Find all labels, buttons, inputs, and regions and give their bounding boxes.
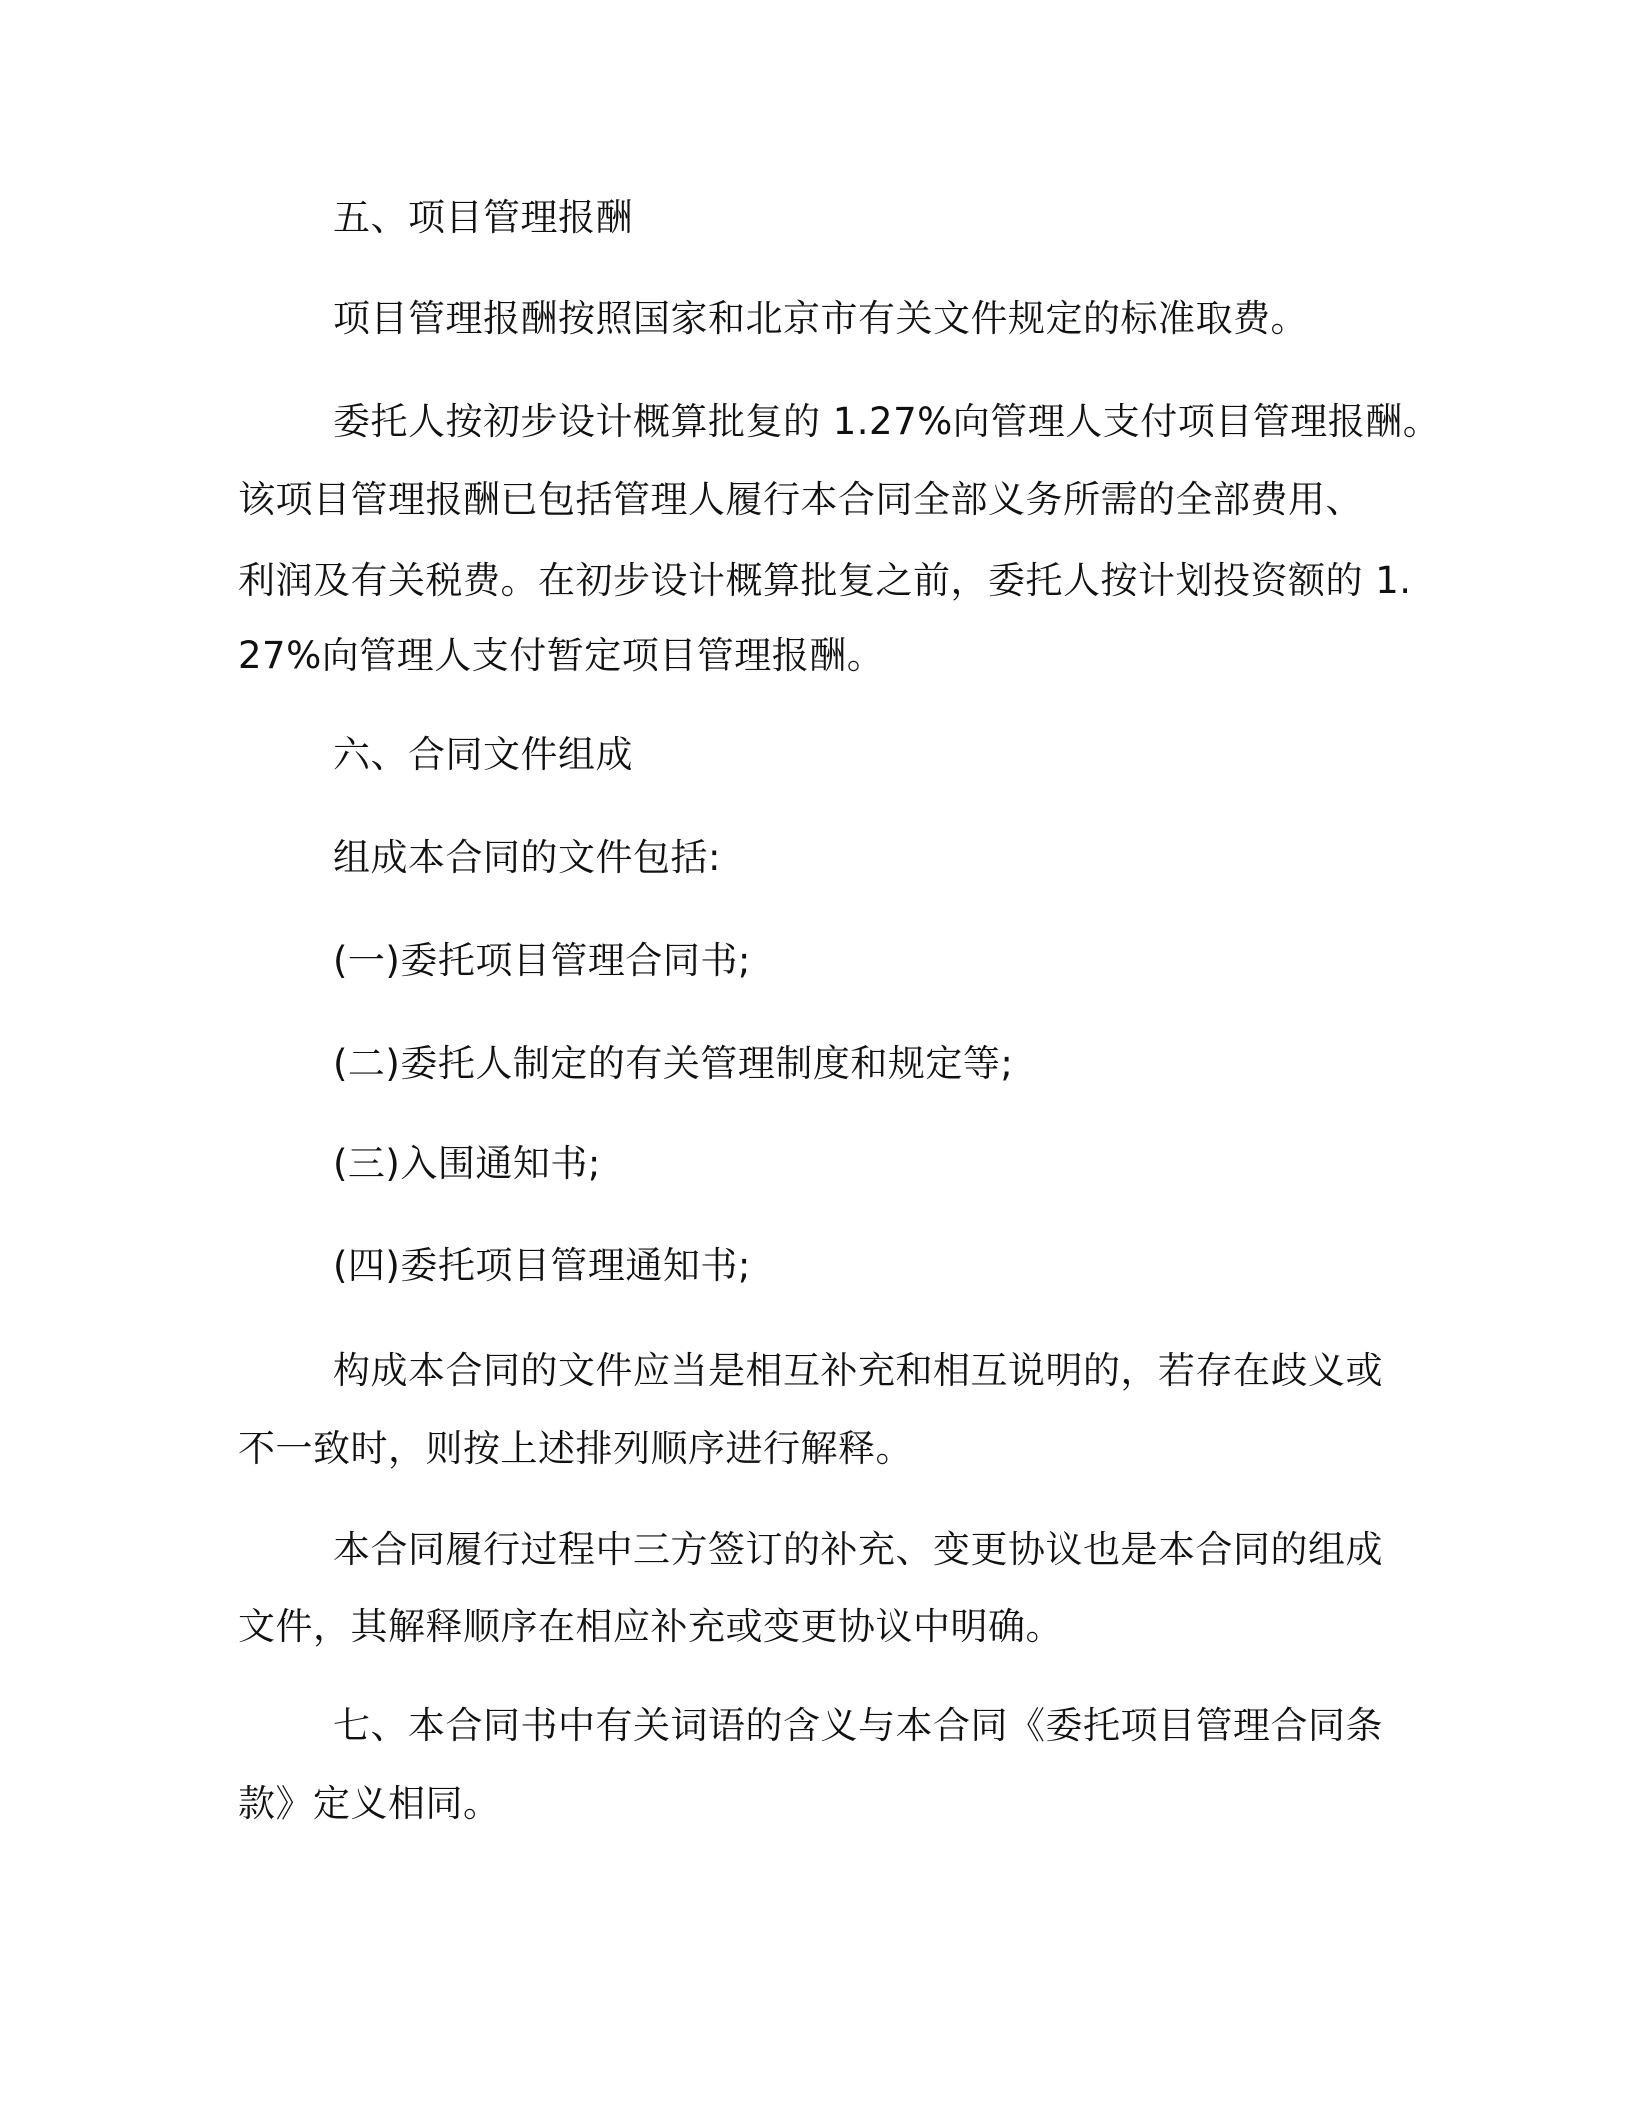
list-item: (四)委托项目管理通知书; bbox=[333, 1244, 751, 1287]
section-6-supplement-paragraph-line-2: 文件，其解释顺序在相应补充或变更协议中明确。 bbox=[238, 1605, 1063, 1648]
section-5-paragraph-2-line-3: 利润及有关税费。在初步设计概算批复之前，委托人按计划投资额的 1. bbox=[238, 559, 1412, 602]
section-5-heading: 五、项目管理报酬 bbox=[333, 196, 633, 239]
section-5-paragraph-2-line-2: 该项目管理报酬已包括管理人履行本合同全部义务所需的全部费用、 bbox=[238, 478, 1363, 521]
section-6-order-paragraph-line-1: 构成本合同的文件应当是相互补充和相互说明的，若存在歧义或 bbox=[333, 1349, 1383, 1392]
list-item: (二)委托人制定的有关管理制度和规定等; bbox=[333, 1042, 1014, 1085]
list-item: (一)委托项目管理合同书; bbox=[333, 939, 751, 982]
section-5-paragraph-1: 项目管理报酬按照国家和北京市有关文件规定的标准取费。 bbox=[333, 297, 1308, 340]
list-item: (三)入围通知书; bbox=[333, 1142, 601, 1185]
section-6-supplement-paragraph-line-1: 本合同履行过程中三方签订的补充、变更协议也是本合同的组成 bbox=[333, 1528, 1383, 1571]
section-6-intro: 组成本合同的文件包括: bbox=[333, 836, 721, 879]
section-6-order-paragraph-line-2: 不一致时，则按上述排列顺序进行解释。 bbox=[238, 1427, 913, 1470]
section-7-line-1: 七、本合同书中有关词语的含义与本合同《委托项目管理合同条 bbox=[333, 1704, 1383, 1747]
section-7-line-2: 款》定义相同。 bbox=[238, 1782, 501, 1825]
section-6-heading: 六、合同文件组成 bbox=[333, 733, 633, 776]
section-5-paragraph-2-line-4: 27%向管理人支付暂定项目管理报酬。 bbox=[238, 634, 885, 677]
section-5-paragraph-2-line-1: 委托人按初步设计概算批复的 1.27%向管理人支付项目管理报酬。 bbox=[333, 400, 1441, 443]
